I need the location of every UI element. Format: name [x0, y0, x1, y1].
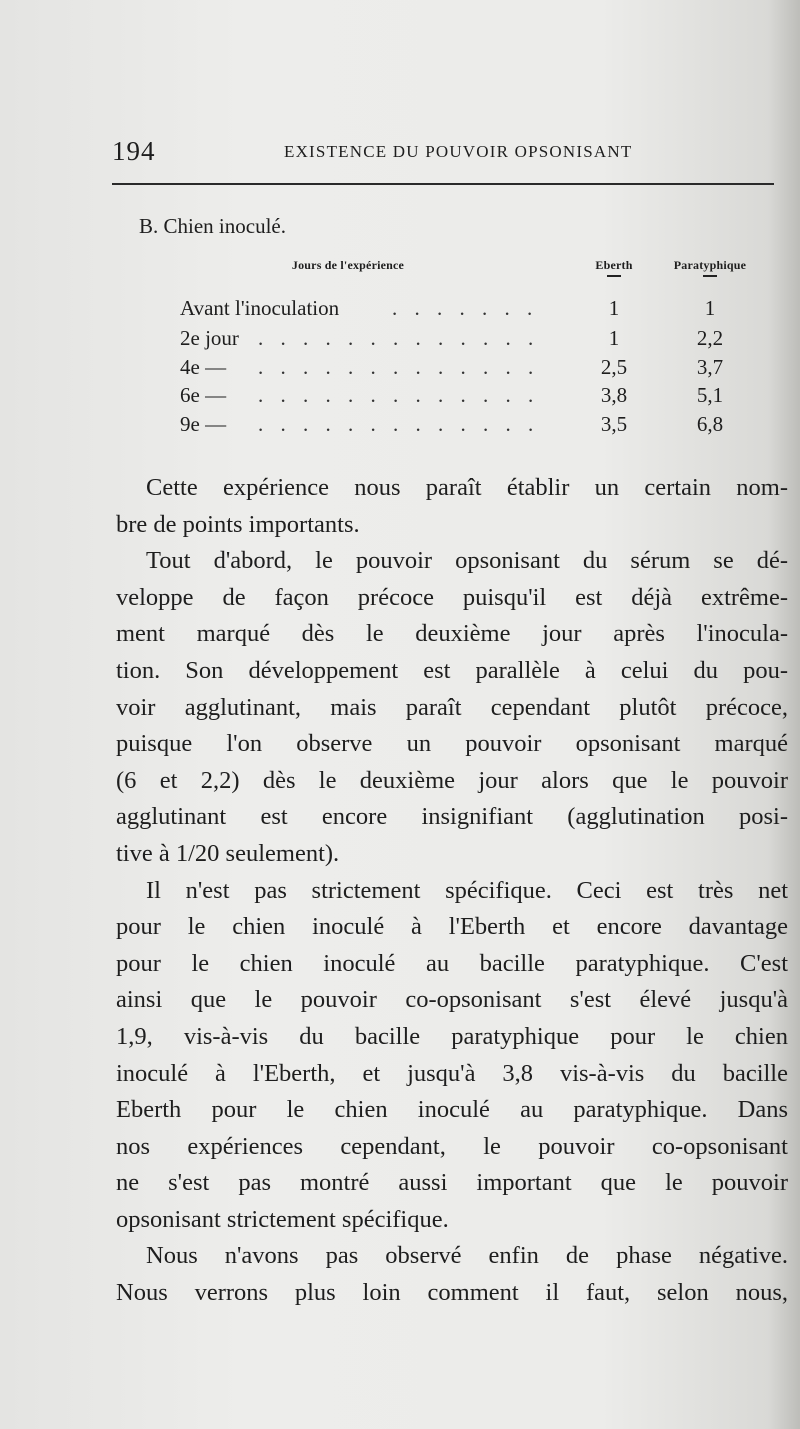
row-label: Avant l'inoculation	[180, 296, 340, 320]
text-line: Il n'est pas strictement spécifique. Ceci est très net	[146, 876, 788, 904]
text-line: Eberth pour le chien inoculé au paratyphique. Dans	[116, 1096, 788, 1124]
table-row	[180, 296, 740, 324]
page-number: 194	[112, 136, 156, 166]
row-label: 9e —	[180, 412, 227, 436]
eberth-value: 3,5	[600, 412, 628, 436]
leader-dots: . . . . . . . . . . . . .	[258, 412, 540, 436]
eberth-value: 1	[608, 326, 620, 350]
text-line: agglutinant est encore insignifiant (agglutination posi-	[116, 803, 788, 831]
text-line: inoculé à l'Eberth, et jusqu'à 3,8 vis-à-vis du bacille	[116, 1059, 788, 1087]
text-line: puisque l'on observe un pouvoir opsonisant marqué	[116, 730, 788, 758]
page-header	[112, 136, 772, 172]
leader-dots: . . . . . . . . . . . . .	[258, 383, 540, 407]
paratyphique-value: 2,2	[696, 326, 724, 350]
running-head: EXISTENCE DU POUVOIR OPSONISANT	[284, 142, 633, 161]
text-line: ainsi que le pouvoir co-opsonisant s'est élevé jusqu'à	[116, 986, 788, 1014]
text-line: Cette expérience nous paraît établir un certain nom-	[146, 474, 788, 501]
text-line: pour le chien inoculé au bacille paratyphique. C'est	[116, 949, 788, 977]
text-line: Nous n'avons pas observé enfin de phase négative.	[146, 1242, 788, 1270]
table-row	[180, 383, 740, 411]
table-row	[180, 326, 740, 354]
text-line: opsonisant strictement spécifique.	[116, 1205, 449, 1233]
row-label: 4e —	[180, 355, 227, 379]
text-line: Tout d'abord, le pouvoir opsonisant du sérum se dé-	[146, 547, 788, 575]
eberth-value: 3,8	[600, 383, 628, 407]
header-dash	[607, 275, 621, 277]
text-line: voir agglutinant, mais paraît cependant plutôt précoce,	[116, 693, 788, 721]
text-line: tion. Son développement est parallèle à celui du pou-	[116, 656, 788, 684]
text-line: pour le chien inoculé à l'Eberth et encore davantage	[116, 913, 788, 941]
section-title: B. Chien inoculé.	[139, 214, 286, 238]
leader-dots: . . . . . . . . . . . . .	[258, 326, 540, 350]
eberth-value: 2,5	[600, 355, 628, 379]
column-header-paratyphique: Paratyphique	[668, 258, 752, 277]
paratyphique-value: 1	[704, 296, 716, 320]
data-table	[180, 258, 747, 438]
paratyphique-value: 6,8	[696, 412, 724, 436]
paratyphique-value: 5,1	[696, 383, 724, 407]
table-row	[180, 355, 740, 383]
paratyphique-value: 3,7	[696, 355, 724, 379]
text-line: nos expériences cependant, le pouvoir co-opsonisant	[116, 1132, 788, 1160]
row-label: 6e —	[180, 383, 227, 407]
text-line: ment marqué dès le deuxième jour après l'inocula-	[116, 620, 788, 648]
text-line: veloppe de façon précoce puisqu'il est déjà extrême-	[116, 583, 788, 611]
leader-dots: . . . . . . .	[392, 296, 539, 320]
body-text	[116, 470, 788, 1312]
text-line: tive à 1/20 seulement).	[116, 839, 340, 867]
column-header-days: Jours de l'expérience	[291, 258, 405, 272]
text-line: (6 et 2,2) dès le deuxième jour alors que le pouvoir	[116, 766, 788, 794]
row-label: 2e jour	[180, 326, 239, 350]
text-line: Nous verrons plus loin comment il faut, selon nous,	[116, 1279, 788, 1307]
text-line: 1,9, vis-à-vis du bacille paratyphique pour le chien	[116, 1022, 788, 1050]
column-header-eberth: Eberth	[584, 258, 644, 277]
eberth-value: 1	[608, 296, 620, 320]
text-line: ne s'est pas montré aussi important que le pouvoir	[116, 1169, 788, 1197]
header-rule	[112, 183, 774, 185]
table-row	[180, 412, 740, 440]
leader-dots: . . . . . . . . . . . . .	[258, 355, 540, 379]
header-dash	[703, 275, 717, 277]
text-line: bre de points importants.	[116, 510, 360, 538]
